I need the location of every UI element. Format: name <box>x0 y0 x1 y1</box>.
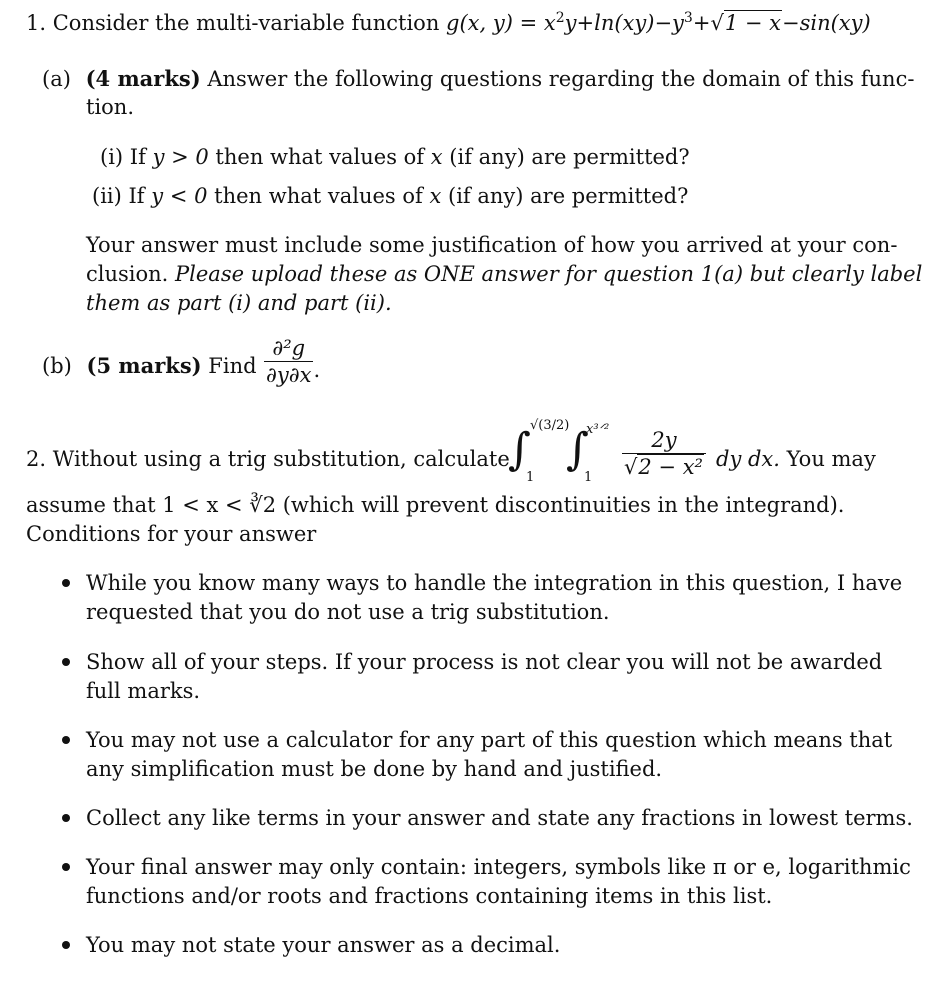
q1a-justify-line3: them as part (i) and part (ii). <box>86 291 392 315</box>
q1a-ii-post: then what values of <box>214 184 423 208</box>
inner-upper-limit: x³ᐟ² <box>586 422 610 437</box>
bullet-5-line2: functions and/or roots and fractions containing items in this list. <box>86 884 773 908</box>
q1a-ii-label: (ii) <box>92 184 122 208</box>
bullet-dot <box>62 941 70 949</box>
q2-intro: Without using a trig substitution, calculate <box>52 447 510 471</box>
q1a-ii-pre: If <box>128 184 145 208</box>
q1-fn-mid: y+ln(xy)−y <box>564 11 684 35</box>
q1a-i-label: (i) <box>100 145 124 169</box>
q1a-ii-var: x <box>429 184 442 208</box>
q1a-i-pre: If <box>129 145 146 169</box>
q1b-denominator: ∂y∂x <box>266 363 312 387</box>
q2-intro-line <box>26 447 510 471</box>
inner-integral-sign: ∫ <box>566 424 589 475</box>
q1a-justify-line2 <box>86 262 922 286</box>
q1a-text-line1: Answer the following questions regarding the domain of this func- <box>207 67 915 91</box>
q1b-end: . <box>313 358 321 382</box>
q1-function-lhs: g(x, y) = <box>446 11 544 35</box>
integrand-fraction: $\frac{2y}{\text{√2 − x²}}$ <box>622 428 706 479</box>
q1a-marks: (4 marks) <box>85 66 201 91</box>
q1-fn-sqrt-arg: 1 − x <box>724 11 781 35</box>
bullet-2-line2: full marks. <box>86 679 201 703</box>
q1a-ii-cond: y < 0 <box>151 184 208 208</box>
q1a-part-i <box>100 145 690 169</box>
bullet-dot <box>62 736 70 744</box>
q1-number: 1. <box>26 11 47 35</box>
q2-conditions: Conditions for your answer <box>26 522 317 546</box>
q1b-find: Find <box>208 354 257 378</box>
inner-lower-limit: 1 <box>584 470 593 485</box>
q1b-numerator: ∂²g <box>264 336 313 362</box>
q1-fn-exp3: 3 <box>683 10 693 26</box>
q1b-marks: (5 marks) <box>86 353 202 378</box>
q1-fn-plus: + <box>692 11 711 35</box>
q1a-justify-line1: Your answer must include some justification of how you arrived at your con- <box>86 233 898 257</box>
q1-fn-sqrt-sign: √ <box>710 11 724 35</box>
bullet-6-line1: You may not state your answer as a decimal. <box>86 933 561 957</box>
q1-fn-x: x <box>543 11 556 35</box>
q1a-part-ii <box>92 184 688 208</box>
bullet-1-line2: requested that you do not use a trig substitution. <box>86 600 610 624</box>
bullet-5-line1: Your final answer may only contain: integers, symbols like π or e, logarithmic <box>86 855 911 879</box>
outer-lower-limit: 1 <box>526 470 535 485</box>
q1-intro: Consider the multi-variable function <box>52 11 440 35</box>
bullet-dot <box>62 579 70 587</box>
q2-you-may: You may <box>786 447 876 471</box>
bullet-dot <box>62 814 70 822</box>
integrand-denominator: 2 − x² <box>638 455 703 479</box>
q1b-line <box>42 353 257 378</box>
bullet-2-line1: Show all of your steps. If your process is not clear you will not be awarded <box>86 650 883 674</box>
q1a-i-post: then what values of <box>215 145 425 169</box>
bullet-1-line1: While you know many ways to handle the integration in this question, I have <box>86 571 903 595</box>
q2-number: 2. <box>26 447 47 471</box>
q1a-i-end: (if any) are permitted? <box>449 145 690 169</box>
q2-differentials: dy dx. <box>716 447 780 471</box>
q2-intro-tail <box>716 447 876 471</box>
q1a-justify-normal: clusion. <box>86 262 169 286</box>
q1-fn-exp2: 2 <box>555 10 565 26</box>
outer-upper-limit: √(3/2) <box>530 418 570 433</box>
q1a-label: (a) <box>42 67 71 91</box>
bullet-3-line1: You may not use a calculator for any part of this question which means that <box>86 728 893 752</box>
q1a-i-var: x <box>430 145 443 169</box>
outer-integral-sign: ∫ <box>508 424 531 475</box>
q1-fn-end: −sin(xy) <box>782 11 871 35</box>
bullet-4-line1: Collect any like terms in your answer and state any fractions in lowest terms. <box>86 806 913 830</box>
q1b-label: (b) <box>42 354 72 378</box>
integrand-numerator: 2y <box>622 428 706 454</box>
q2-assume-line: assume that 1 < x < ∛2 (which will prevent discontinuities in the integrand). <box>26 493 845 517</box>
q1a-text-line2: tion. <box>86 95 134 119</box>
q1a-i-cond: y > 0 <box>152 145 209 169</box>
bullet-dot <box>62 658 70 666</box>
q1a-justify-italic: Please upload these as ONE answer for question 1(a) but clearly label <box>175 262 923 286</box>
q1-line <box>26 10 871 35</box>
q1b-fraction <box>264 336 320 387</box>
q1a-label-line <box>42 66 914 91</box>
bullet-dot <box>62 863 70 871</box>
q1a-ii-end: (if any) are permitted? <box>448 184 689 208</box>
bullet-3-line2: any simplification must be done by hand and justified. <box>86 757 663 781</box>
